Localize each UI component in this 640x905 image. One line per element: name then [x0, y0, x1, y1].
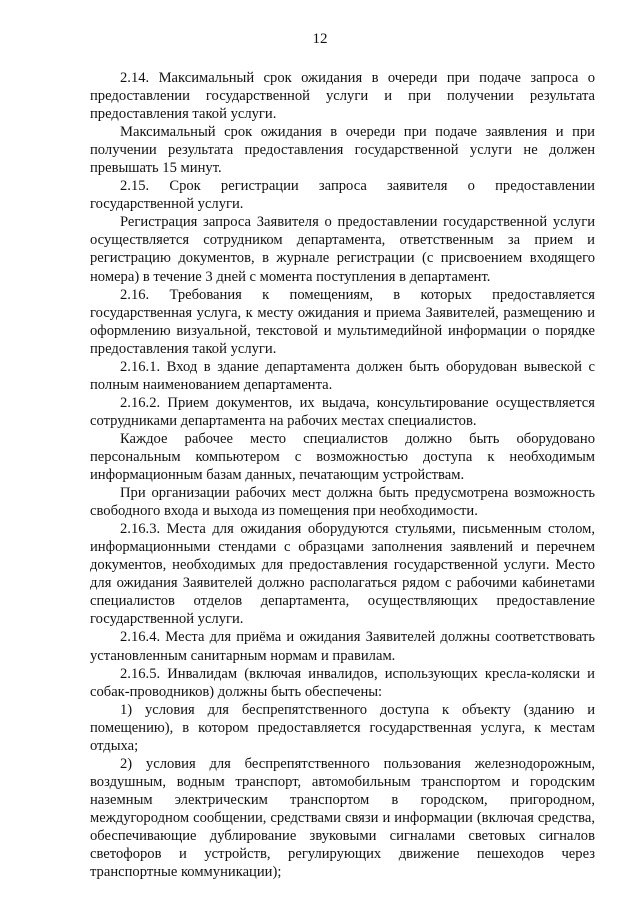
- paragraph-max-wait-time: Максимальный срок ожидания в очереди при подаче заявления и при получении результата предоставления государственной услуги не должен превышать 15 минут.: [90, 124, 595, 177]
- paragraph-2-16-4: 2.16.4. Места для приёма и ожидания Заявителей должны соответствовать установленным санитарным нормам и правилам.: [90, 629, 595, 664]
- paragraph-workplace: Каждое рабочее место специалистов должно быть оборудовано персональным компьютером с возможностью доступа к необходимым информационным базам данных, печатающим устройствам.: [90, 430, 595, 484]
- paragraph-2-16-5: 2.16.5. Инвалидам (включая инвалидов, использующих кресла-коляски и собак-проводников) должны быть обеспечены:: [90, 665, 595, 700]
- paragraph-registration: Регистрация запроса Заявителя о предоставлении государственной услуги осуществляется сотрудником департамента, ответственным за прием и регистрацию документов, в журнале регистрации (с присвоением входящего номера) в течение 3 дней с момента поступления в департамент.: [90, 214, 595, 285]
- paragraph-2-16: 2.16. Требования к помещениям, в которых предоставляется государственная услуга, к месту ожидания и приема Заявителей, размещению и оформлению визуальной, текстовой и мультимедийной информации о порядке предоставления такой услуги.: [90, 286, 595, 357]
- page-number: 12: [312, 31, 328, 47]
- list-item-2: 2) условия для беспрепятственного пользования железнодорожным, воздушным, водным транспорт, автомобильным транспортом и городским наземным электрическим транспортом в городском, пригородном, междугородном сообщении, средствами связи и информации (включая средства, обеспечивающие дублирование звуковыми сигналами световых сигналов светофоров и устройств, регулирующих движение пешеходов через транспортные коммуникации);: [90, 755, 595, 881]
- paragraph-2-15: 2.15. Срок регистрации запроса заявителя о предоставлении государственной услуги.: [90, 178, 595, 213]
- paragraph-2-16-1: 2.16.1. Вход в здание департамента должен быть оборудован вывеской с полным наименованием департамента.: [90, 358, 595, 393]
- paragraph-2-16-2: 2.16.2. Прием документов, их выдача, консультирование осуществляется сотрудниками департамента на рабочих местах специалистов.: [90, 394, 595, 429]
- document-body: [90, 69, 595, 881]
- paragraph-workplace-access: При организации рабочих мест должна быть предусмотрена возможность свободного входа и выхода из помещения при необходимости.: [90, 485, 595, 520]
- list-item-1: 1) условия для беспрепятственного доступа к объекту (зданию и помещению), в котором предоставляется государственная услуга, к местам отдыха;: [90, 701, 595, 754]
- paragraph-2-14: 2.14. Максимальный срок ожидания в очереди при подаче запроса о предоставлении государственной услуги и при получении результата предоставления такой услуги.: [90, 70, 595, 123]
- paragraph-2-16-3: 2.16.3. Места для ожидания оборудуются стульями, письменным столом, информационными стендами с образцами заполнения заявлений и перечнем документов, необходимых для предоставления государственной услуги. Место для ожидания Заявителей должно располагаться рядом с рабочими кабинетами специалистов отделов департамента, осуществляющих предоставление государственной услуги.: [90, 521, 595, 628]
